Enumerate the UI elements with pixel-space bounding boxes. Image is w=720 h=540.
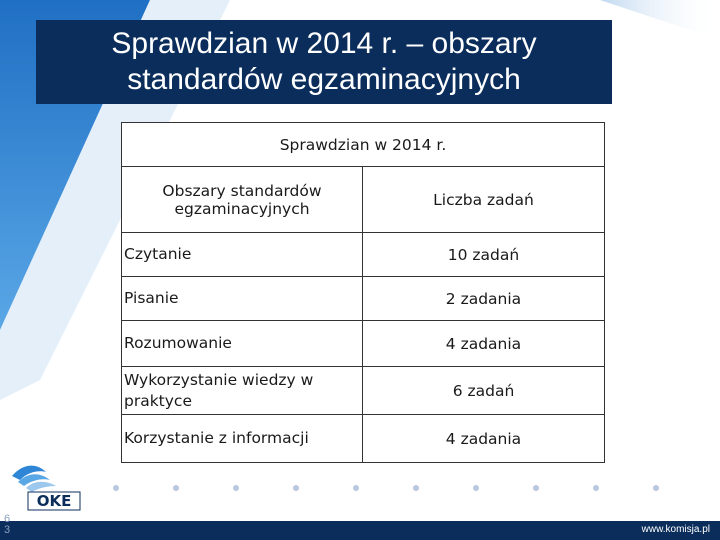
header-count: Liczba zadań xyxy=(363,167,605,233)
table-header-row xyxy=(122,167,605,233)
table-row xyxy=(122,277,605,321)
oke-logo-icon xyxy=(6,458,82,520)
table-row xyxy=(122,321,605,367)
row-area: Rozumowanie xyxy=(122,321,363,367)
row-area: Pisanie xyxy=(122,277,363,321)
row-count: 4 zadania xyxy=(363,415,605,463)
row-area: Wykorzystanie wiedzy w praktyce xyxy=(122,367,363,415)
row-count: 10 zadań xyxy=(363,233,605,277)
page-number-line2: 3 xyxy=(4,524,11,536)
row-area: Korzystanie z informacji xyxy=(122,415,363,463)
decor-dot xyxy=(593,485,599,491)
decor-dot xyxy=(293,485,299,491)
decor-dot xyxy=(533,485,539,491)
page-number xyxy=(4,514,14,536)
decor-dot xyxy=(473,485,479,491)
slide-title xyxy=(36,20,612,104)
slide-title-line2: standardów egzaminacyjnych xyxy=(127,63,521,96)
decor-dot xyxy=(413,485,419,491)
footer-bar xyxy=(0,521,720,540)
decor-dot xyxy=(173,485,179,491)
table-row xyxy=(122,415,605,463)
decor-dot xyxy=(113,485,119,491)
logo-text: OKE xyxy=(36,492,72,510)
slide-title-line1: Sprawdzian w 2014 r. – obszary xyxy=(111,27,537,60)
header-areas: Obszary standardów egzaminacyjnych xyxy=(122,167,363,233)
row-count: 4 zadania xyxy=(363,321,605,367)
standards-table xyxy=(121,122,605,463)
footer-url: www.komisja.pl xyxy=(641,524,710,535)
table-caption: Sprawdzian w 2014 r. xyxy=(122,123,605,167)
table-row xyxy=(122,367,605,415)
row-area: Czytanie xyxy=(122,233,363,277)
table-caption-row xyxy=(122,123,605,167)
page-number-line1: 6 xyxy=(4,513,11,525)
decor-dot xyxy=(233,485,239,491)
table-row xyxy=(122,233,605,277)
row-count: 2 zadania xyxy=(363,277,605,321)
decor-dot xyxy=(653,485,659,491)
decor-dot xyxy=(353,485,359,491)
row-count: 6 zadań xyxy=(363,367,605,415)
